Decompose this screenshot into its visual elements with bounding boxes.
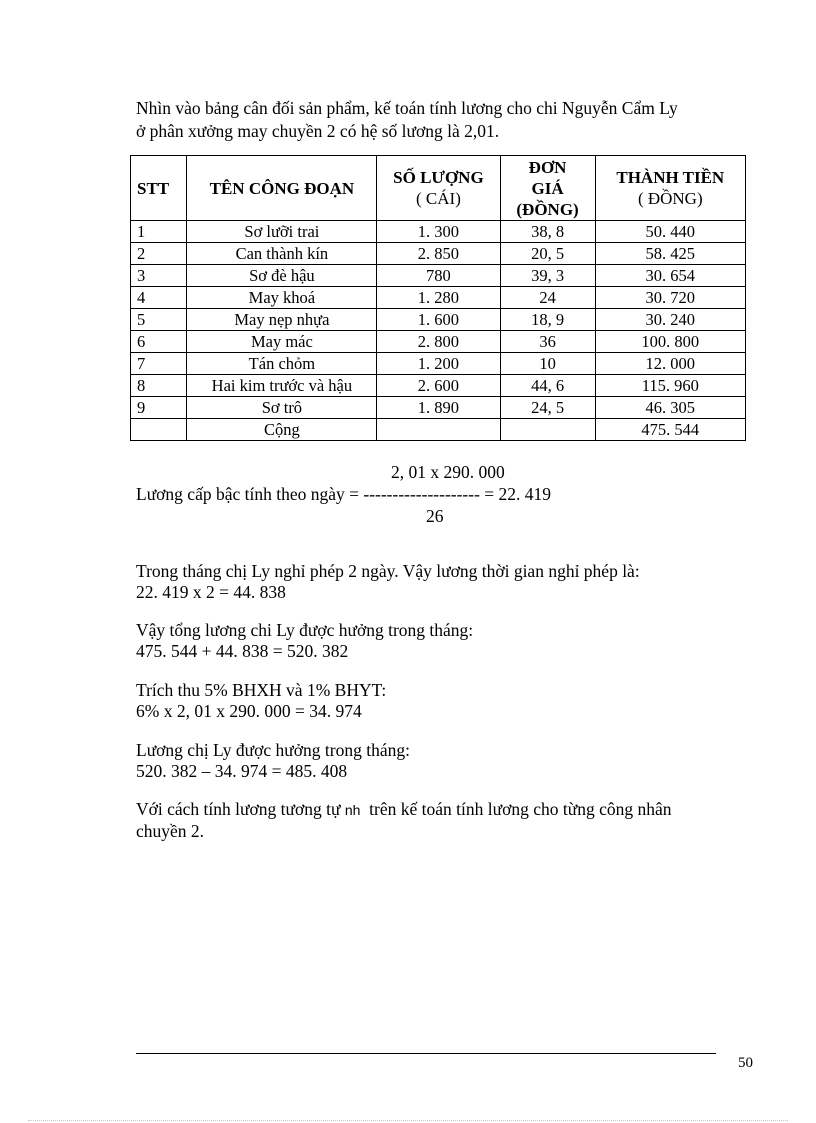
row-unit-price: 44, 6	[500, 375, 595, 397]
row-amount: 30. 240	[595, 309, 745, 331]
closing-line-2: chuyền 2.	[136, 821, 205, 841]
total-paragraph	[136, 620, 746, 662]
closing-part-a: Với cách tính lương tương tự	[136, 799, 341, 819]
total-line-2: 475. 544 + 44. 838 = 520. 382	[136, 641, 349, 661]
table-total-row	[131, 419, 746, 441]
leave-line-2: 22. 419 x 2 = 44. 838	[136, 582, 286, 602]
table-row	[131, 287, 746, 309]
total-line-1: Vậy tổng lương chi Ly được hưởng trong tháng:	[136, 620, 474, 640]
row-quantity: 2. 600	[377, 375, 500, 397]
table-row	[131, 375, 746, 397]
deduction-line-2: 6% x 2, 01 x 290. 000 = 34. 974	[136, 701, 362, 721]
row-amount: 12. 000	[595, 353, 745, 375]
total-row-stt	[131, 419, 187, 441]
table-body	[131, 221, 746, 441]
table-header-row	[131, 156, 746, 221]
intro-line-2: ở phân xưởng may chuyền 2 có hệ số lương là 2,01.	[136, 121, 500, 141]
row-unit-price: 20, 5	[500, 243, 595, 265]
intro-paragraph	[136, 97, 746, 143]
row-unit-price: 39, 3	[500, 265, 595, 287]
row-quantity: 1. 300	[377, 221, 500, 243]
row-name: May nẹp nhựa	[187, 309, 377, 331]
table-row	[131, 265, 746, 287]
total-row-quantity	[377, 419, 500, 441]
deduction-line-1: Trích thu 5% BHXH và 1% BHYT:	[136, 680, 387, 700]
formula-numerator: 2, 01 x 290. 000	[391, 462, 505, 482]
row-name: Can thành kín	[187, 243, 377, 265]
formula-denominator: 26	[426, 506, 444, 526]
table-row	[131, 243, 746, 265]
header-unit-price	[500, 156, 595, 221]
row-amount: 50. 440	[595, 221, 745, 243]
row-quantity: 2. 850	[377, 243, 500, 265]
header-amount-line2: ( ĐỒNG)	[637, 189, 703, 208]
row-unit-price: 24	[500, 287, 595, 309]
net-wage-paragraph	[136, 740, 746, 782]
row-amount: 30. 720	[595, 287, 745, 309]
row-unit-price: 36	[500, 331, 595, 353]
row-amount: 46. 305	[595, 397, 745, 419]
row-name: May mác	[187, 331, 377, 353]
header-price-line3: (ĐỒNG)	[516, 199, 579, 219]
row-amount: 100. 800	[595, 331, 745, 353]
header-quantity	[377, 156, 500, 221]
leave-line-1: Trong tháng chị Ly nghỉ phép 2 ngày. Vậy lương thời gian nghỉ phép là:	[136, 561, 640, 581]
row-name: May khoá	[187, 287, 377, 309]
row-stt: 1	[131, 221, 187, 243]
row-name: Sơ đè hậu	[187, 265, 377, 287]
row-name: Tán chỏm	[187, 353, 377, 375]
table-row	[131, 331, 746, 353]
table-row	[131, 309, 746, 331]
row-quantity: 2. 800	[377, 331, 500, 353]
table-row	[131, 353, 746, 375]
total-row-label: Cộng	[187, 419, 377, 441]
header-amount-line1: THÀNH TIỀN	[616, 168, 725, 187]
page-number: 50	[738, 1055, 753, 1071]
net-line-1: Lương chị Ly được hưởng trong tháng:	[136, 740, 410, 760]
net-line-2: 520. 382 – 34. 974 = 485. 408	[136, 761, 348, 781]
row-unit-price: 18, 9	[500, 309, 595, 331]
row-stt: 2	[131, 243, 187, 265]
product-balance-table	[130, 155, 746, 441]
row-amount: 115. 960	[595, 375, 745, 397]
row-stt: 6	[131, 331, 187, 353]
closing-paragraph	[136, 799, 746, 842]
row-quantity: 780	[377, 265, 500, 287]
header-quantity-line1: SỐ LƯỢNG	[393, 168, 484, 187]
row-quantity: 1. 890	[377, 397, 500, 419]
row-name: Sơ trô	[187, 397, 377, 419]
footer-rule	[136, 1053, 716, 1054]
row-stt: 8	[131, 375, 187, 397]
closing-line-1	[136, 799, 746, 821]
intro-line-1: Nhìn vào bảng cân đối sản phẩm, kế toán tính lương cho chi Nguyễn Cẩm Ly	[136, 98, 678, 118]
formula-line: Lương cấp bậc tính theo ngày = -------------------- = 22. 419	[136, 484, 552, 504]
row-amount: 58. 425	[595, 243, 745, 265]
row-stt: 5	[131, 309, 187, 331]
row-name: Sơ lưỡi trai	[187, 221, 377, 243]
table-row	[131, 221, 746, 243]
table-row	[131, 397, 746, 419]
header-name: TÊN CÔNG ĐOẠN	[187, 156, 377, 221]
closing-small-fragment: nh	[344, 802, 361, 818]
header-amount	[595, 156, 745, 221]
row-stt: 4	[131, 287, 187, 309]
row-quantity: 1. 280	[377, 287, 500, 309]
page-edge-divider	[28, 1120, 788, 1121]
header-price-line1: ĐƠN	[528, 157, 567, 177]
row-unit-price: 24, 5	[500, 397, 595, 419]
row-unit-price: 10	[500, 353, 595, 375]
row-stt: 7	[131, 353, 187, 375]
header-quantity-line2: ( CÁI)	[416, 189, 461, 208]
row-quantity: 1. 200	[377, 353, 500, 375]
row-name: Hai kim trước và hậu	[187, 375, 377, 397]
row-stt: 3	[131, 265, 187, 287]
row-unit-price: 38, 8	[500, 221, 595, 243]
total-row-amount: 475. 544	[595, 419, 745, 441]
row-quantity: 1. 600	[377, 309, 500, 331]
closing-part-b: trên kế toán tính lương cho từng công nhân	[369, 799, 672, 819]
row-amount: 30. 654	[595, 265, 745, 287]
row-stt: 9	[131, 397, 187, 419]
header-stt: STT	[131, 156, 187, 221]
total-row-unit-price	[500, 419, 595, 441]
deduction-paragraph	[136, 680, 746, 722]
header-price-line2: GIÁ	[531, 178, 564, 198]
leave-paragraph	[136, 561, 746, 603]
